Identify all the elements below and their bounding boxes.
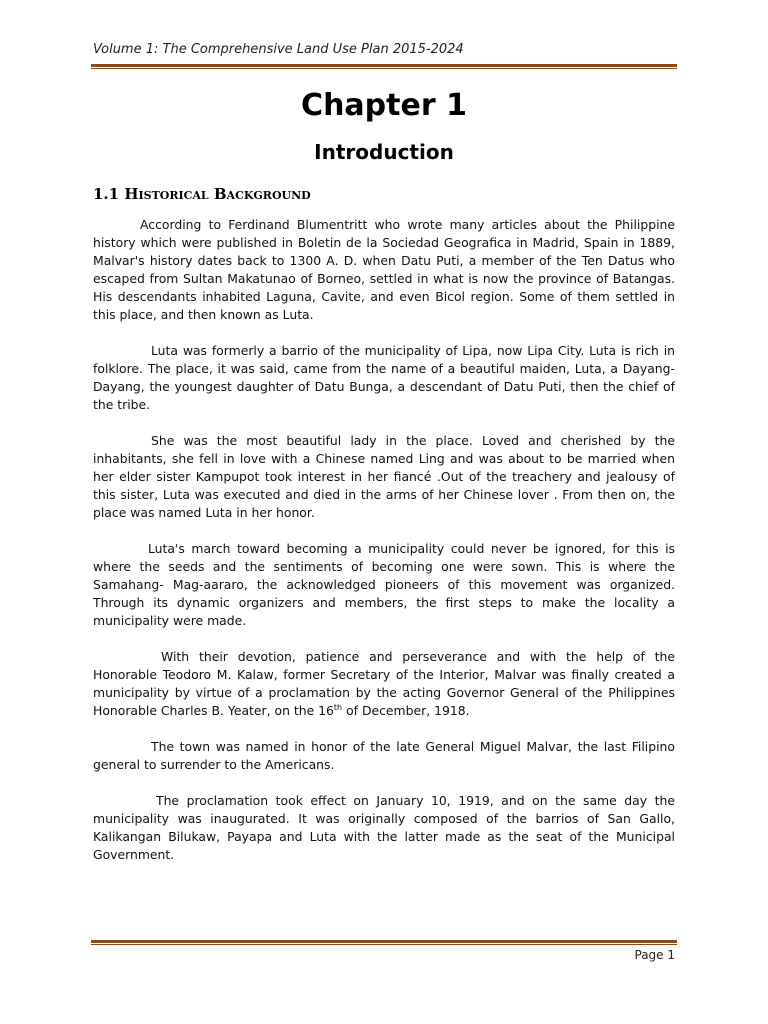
- paragraph-5: [93, 648, 675, 720]
- ordinal-superscript: th: [333, 702, 343, 712]
- paragraph-2: Luta was formerly a barrio of the municipality of Lipa, now Lipa City. Luta is rich in folklore. The place, it was said, came from the name of a beautiful maiden, Luta, a Dayang-Dayang, the youngest daughter of Datu Bunga, a descendant of Datu Puti, then the chief of the tribe.: [93, 343, 675, 412]
- paragraph-1: According to Ferdinand Blumentritt who wrote many articles about the Philippine history which were published in Boletin de la Sociedad Geografica in Madrid, Spain in 1889, Malvar's history dates back to 1300 A. D. when Datu Puti, a member of the Ten Datus who escaped from Sultan Makatunao of Borneo, settled in what is now the province of Batangas. His descendants inhabited Laguna, Cavite, and even Bicol region. Some of them settled in this place, and then known as Luta.: [93, 217, 675, 322]
- footer-rule: [91, 940, 677, 945]
- page-number: Page 1: [634, 948, 675, 962]
- running-header: Volume 1: The Comprehensive Land Use Plan 2015-2024: [93, 42, 464, 57]
- section-heading: 1.1 Historical Background: [93, 185, 311, 203]
- header-rule: [91, 64, 677, 69]
- paragraph-5-text: With their devotion, patience and perseverance and with the help of the Honorable Teodoro M. Kalaw, former Secretary of the Interior, Malvar was finally created a municipality by virtue of a proclamation by the acting Governor General of the Philippines Honorable Charles B. Yeater, on the 16: [93, 649, 675, 718]
- chapter-subtitle: Introduction: [314, 140, 454, 164]
- paragraph-5-tail: of December, 1918.: [342, 703, 470, 718]
- paragraph-6: The town was named in honor of the late General Miguel Malvar, the last Filipino general to surrender to the Americans.: [93, 739, 675, 772]
- paragraph-3: She was the most beautiful lady in the place. Loved and cherished by the inhabitants, she fell in love with a Chinese named Ling and was about to be married when her elder sister Kampupot took interest in her fiancé .Out of the treachery and jealousy of this sister, Luta was executed and died in the arms of her Chinese lover . From then on, the place was named Luta in her honor.: [93, 433, 675, 520]
- body-text: [93, 216, 675, 882]
- chapter-title: Chapter 1: [301, 88, 467, 123]
- paragraph-7: The proclamation took effect on January 10, 1919, and on the same day the municipality was inaugurated. It was originally composed of the barrios of San Gallo, Kalikangan Bilukaw, Payapa and Luta with the latter made as the seat of the Municipal Government.: [93, 793, 675, 862]
- paragraph-4: Luta's march toward becoming a municipality could never be ignored, for this is where the seeds and the sentiments of becoming one were sown. This is where the Samahang- Mag-aararo, the acknowledged pioneers of this movement was organized. Through its dynamic organizers and members, the first steps to make the locality a municipality were made.: [93, 541, 675, 628]
